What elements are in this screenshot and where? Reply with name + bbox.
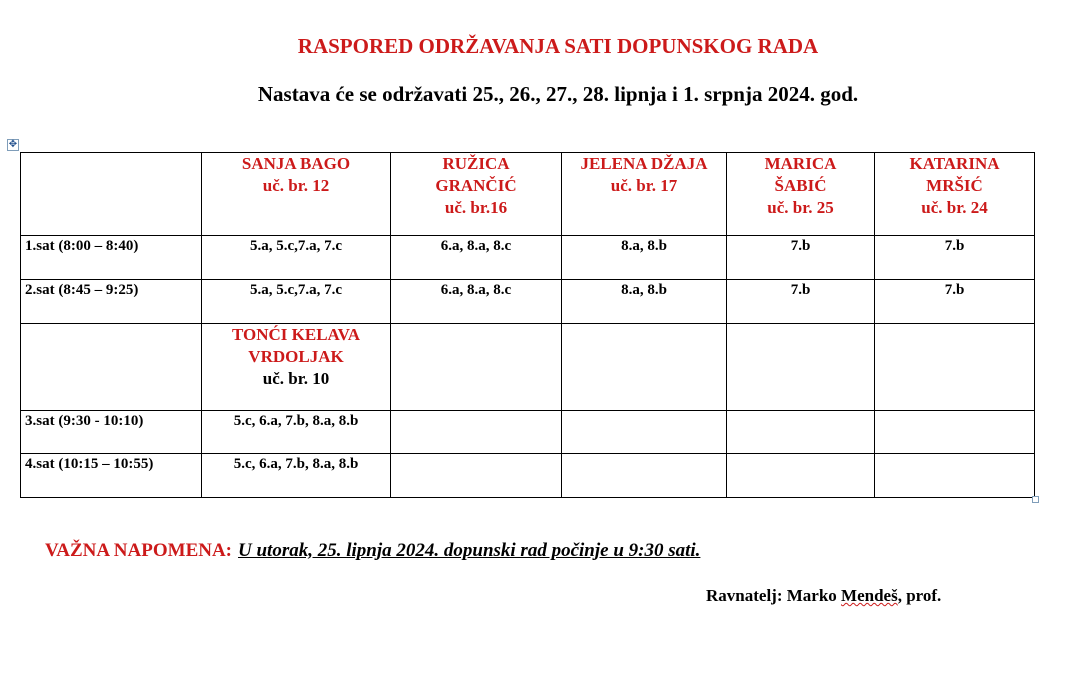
table-cell-empty [562, 411, 727, 454]
teacher-room: uč. br. 25 [767, 198, 834, 217]
note-text: U utorak, 25. lipnja 2024. dopunski rad počinje u 9:30 sati. [238, 540, 701, 561]
teacher-room: uč. br. 10 [262, 369, 330, 388]
teacher-header-cell [391, 153, 562, 236]
class-list-cell: 7.b [727, 236, 875, 280]
table-cell-empty [391, 454, 562, 498]
period-label: 2.sat (8:45 – 9:25) [21, 280, 202, 324]
table-cell-empty [391, 324, 562, 411]
table-cell-empty [562, 324, 727, 411]
teacher-header-cell [202, 153, 391, 236]
note-label: VAŽNA NAPOMENA: [45, 540, 233, 561]
class-list-cell: 7.b [875, 236, 1035, 280]
class-list-cell: 8.a, 8.b [562, 280, 727, 324]
period-label: 1.sat (8:00 – 8:40) [21, 236, 202, 280]
class-list-cell: 5.c, 6.a, 7.b, 8.a, 8.b [202, 454, 391, 498]
move-handle-icon[interactable]: ✥ [8, 139, 18, 150]
teacher-name: RUŽICA GRANČIĆ [435, 154, 517, 195]
document-subtitle: Nastava će se održavati 25., 26., 27., 28. lipnja i 1. srpnja 2024. god. [257, 82, 859, 106]
signature-suffix: , prof. [897, 586, 942, 605]
important-note [45, 540, 700, 562]
schedule-table [20, 152, 1035, 498]
signature-prefix: Ravnatelj: Marko [706, 586, 842, 605]
table-row [21, 236, 1035, 280]
table-cell-empty [875, 454, 1035, 498]
class-list-cell: 5.a, 5.c,7.a, 7.c [202, 280, 391, 324]
table-cell-empty [391, 411, 562, 454]
teacher-room: uč. br. 12 [262, 176, 330, 195]
teacher-header-cell [875, 153, 1035, 236]
principal-signature [706, 586, 941, 606]
table-row [21, 280, 1035, 324]
teacher-room: uč. br. 24 [921, 198, 988, 217]
table-cell-empty [875, 411, 1035, 454]
table-row-teachers-1 [21, 153, 1035, 236]
class-list-cell: 6.a, 8.a, 8.c [391, 236, 562, 280]
teacher-header-cell [562, 153, 727, 236]
teacher-room: uč. br. 17 [610, 176, 678, 195]
table-cell-empty [21, 153, 202, 236]
period-label: 3.sat (9:30 - 10:10) [21, 411, 202, 454]
table-row [21, 454, 1035, 498]
signature-surname: Mendeš [841, 586, 898, 605]
class-list-cell: 5.c, 6.a, 7.b, 8.a, 8.b [202, 411, 391, 454]
teacher-name: MARICA ŠABIĆ [764, 154, 837, 195]
table-cell-empty [562, 454, 727, 498]
table-cell-empty [875, 324, 1035, 411]
table-row-teachers-2 [21, 324, 1035, 411]
table-row [21, 411, 1035, 454]
table-cell-empty [727, 324, 875, 411]
table-cell-empty [21, 324, 202, 411]
table-cell-empty [727, 411, 875, 454]
class-list-cell: 5.a, 5.c,7.a, 7.c [202, 236, 391, 280]
table-cell-empty [727, 454, 875, 498]
teacher-name: KATARINA MRŠIĆ [909, 154, 1000, 195]
teacher-room: uč. br.16 [444, 198, 508, 217]
teacher-name: TONĆI KELAVA VRDOLJAK [231, 325, 361, 366]
class-list-cell: 7.b [875, 280, 1035, 324]
teacher-header-cell [727, 153, 875, 236]
period-label: 4.sat (10:15 – 10:55) [21, 454, 202, 498]
teacher-header-cell [202, 324, 391, 411]
teacher-name: SANJA BAGO [241, 154, 351, 173]
table-resize-handle[interactable] [1032, 496, 1039, 503]
class-list-cell: 7.b [727, 280, 875, 324]
class-list-cell: 8.a, 8.b [562, 236, 727, 280]
class-list-cell: 6.a, 8.a, 8.c [391, 280, 562, 324]
teacher-name: JELENA DŽAJA [580, 154, 708, 173]
document-title: RASPORED ODRŽAVANJA SATI DOPUNSKOG RADA [297, 34, 819, 58]
